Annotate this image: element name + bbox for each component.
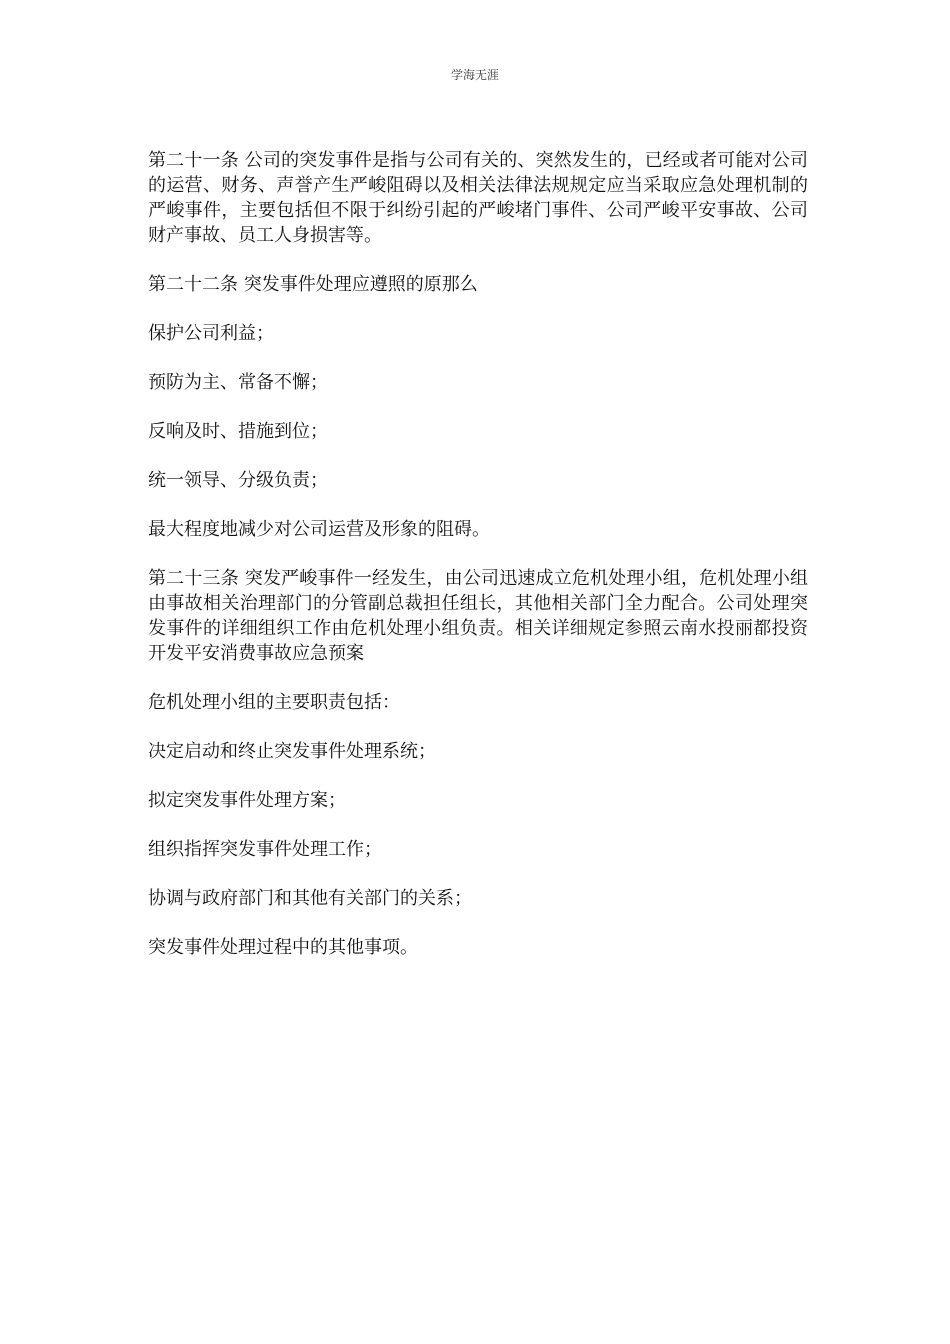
principle-item: 预防为主、常备不懈； [148, 372, 328, 393]
principle-item: 保护公司利益； [148, 323, 274, 344]
duty-item: 拟定突发事件处理方案； [148, 790, 346, 811]
page-header: 学海无涯 [450, 68, 499, 82]
duty-item: 协调与政府部门和其他有关部门的关系； [148, 888, 472, 909]
document-body [148, 148, 808, 984]
duty-item: 组织指挥突发事件处理工作； [148, 839, 382, 860]
principle-item: 统一领导、分级负责； [148, 470, 328, 491]
principle-item: 反响及时、措施到位； [148, 421, 328, 442]
paragraph-article-22: 第二十二条 突发事件处理应遵照的原那么 [148, 274, 478, 295]
paragraph-article-23: 第二十三条 突发严峻事件一经发生，由公司迅速成立危机处理小组，危机处理小组由事故相关治理部门的分管副总裁担任组长，其他相关部门全力配合。公司处理突发事件的详细组织工作由危机处理小组负责。相关详细规定参照云南水投丽都投资开发平安消费事故应急预案 [148, 568, 808, 664]
principle-item: 最大程度地减少对公司运营及形象的阻碍。 [148, 519, 490, 540]
duty-item: 突发事件处理过程中的其他事项。 [148, 937, 418, 958]
paragraph-article-21: 第二十一条 公司的突发事件是指与公司有关的、突然发生的，已经或者可能对公司的运营、财务、声誉产生严峻阻碍以及相关法律法规规定应当采取应急处理机制的严峻事件，主要包括但不限于纠纷引起的严峻堵门事件、公司严峻平安事故、公司财产事故、员工人身损害等。 [148, 150, 808, 246]
duties-heading: 危机处理小组的主要职责包括： [148, 692, 400, 713]
duty-item: 决定启动和终止突发事件处理系统； [148, 741, 436, 762]
